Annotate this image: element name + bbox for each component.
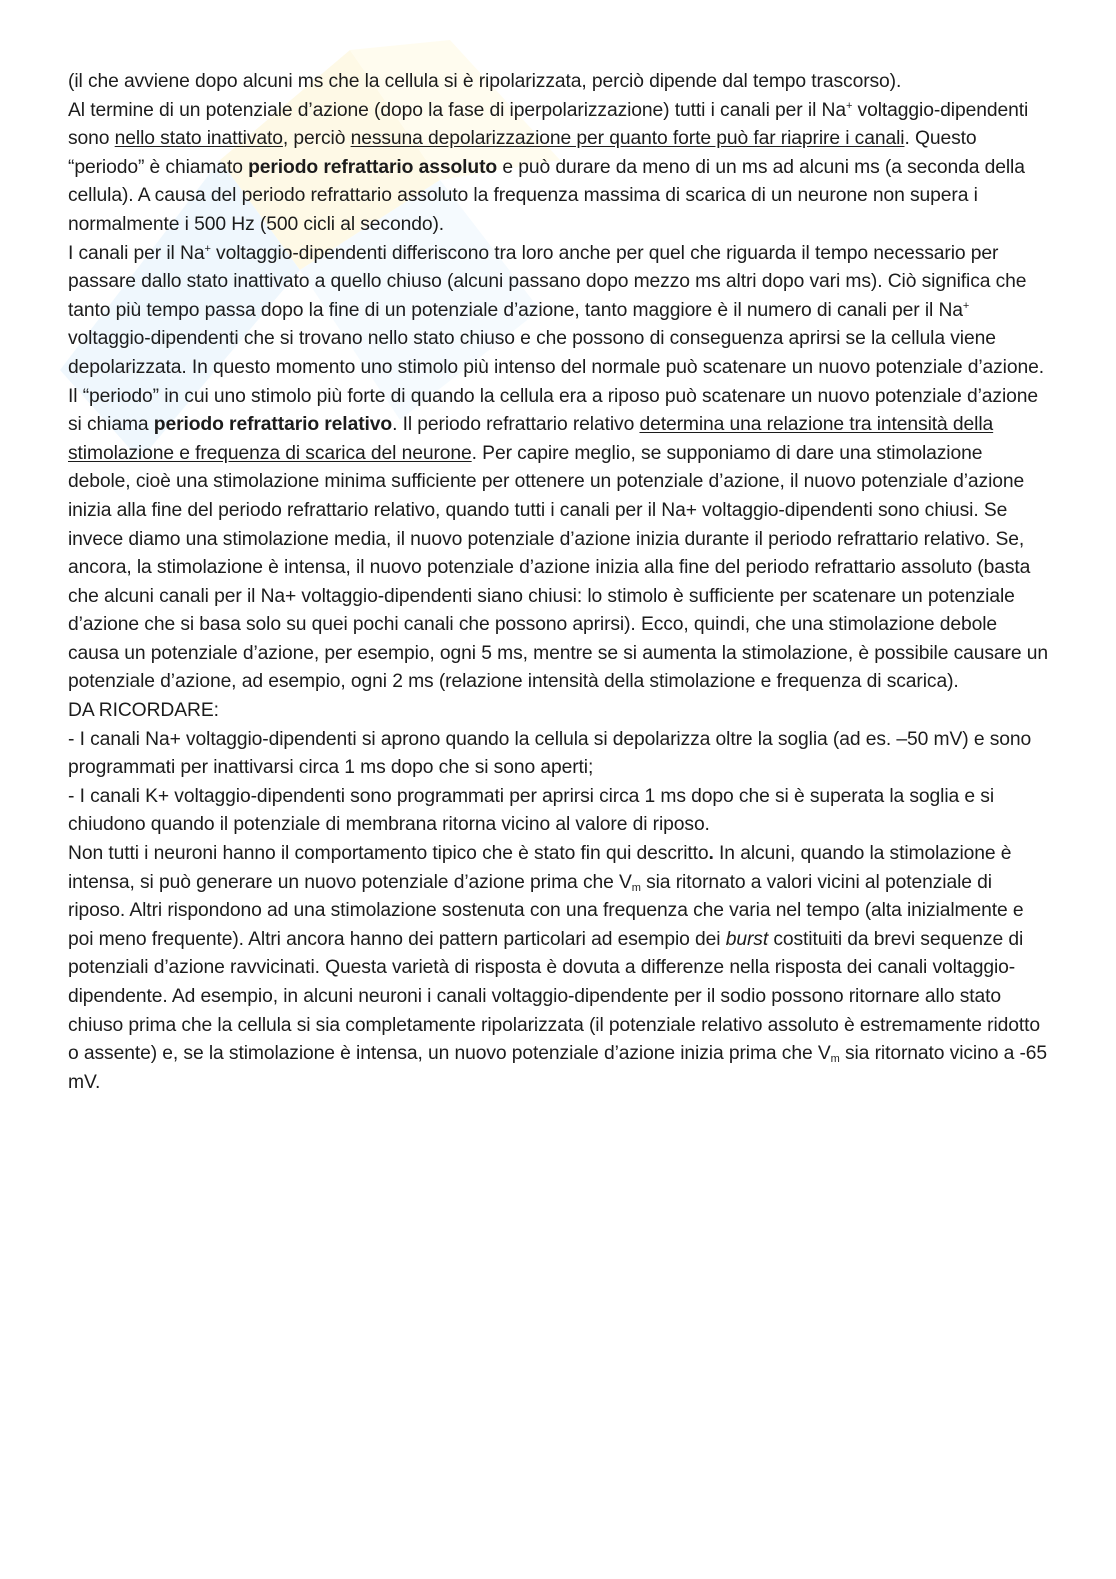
italic-term: burst — [725, 928, 769, 950]
underlined-text: determina una relazione tra intensità della stimolazione e frequenza di scarica del neurone — [68, 414, 994, 464]
document-body — [68, 68, 1050, 1097]
paragraph-refractory-absolute: Al termine di un potenziale d’azione (dopo la fase di iperpolarizzazione) tutti i canali per il Na+ voltaggio-dipendenti sono nello stato inattivato, perciò nessuna depolarizzazione per quanto forte può far riaprire i canali. Questo “periodo” è chiamato periodo refrattario assoluto e può durare da meno di un ms ad alcuni ms (a seconda della cellula). A causa del periodo refrattario assoluto la frequenza massima di scarica di un neurone non supera i normalmente i 500 Hz (500 cicli al secondo). — [68, 99, 1029, 235]
underlined-text: nello stato inattivato — [114, 128, 283, 150]
bold-term: periodo refrattario relativo — [153, 414, 393, 436]
paragraph-intro: (il che avviene dopo alcuni ms che la cellula si è ripolarizzata, perciò dipende dal tempo trascorso). — [68, 71, 902, 92]
list-item: - I canali Na+ voltaggio-dipendenti si aprono quando la cellula si depolarizza oltre la soglia (ad es. –50 mV) e sono programmati per inattivarsi circa 1 ms dopo che si sono aperti; — [68, 728, 1032, 779]
paragraph-refractory-relative: I canali per il Na+ voltaggio-dipendenti differiscono tra loro anche per quel che riguarda il tempo necessario per passare dallo stato inattivato a quello chiuso (alcuni passano dopo mezzo ms altri dopo vari ms). Ciò significa che tanto più tempo passa dopo la fine di un potenziale d’azione, tanto maggiore è il numero di canali per il Na+ voltaggio-dipendenti che si trovano nello stato chiuso e che possono di conseguenza aprirsi se la cellula viene depolarizzata. In questo momento uno stimolo più intenso del normale può scatenare un nuovo potenziale d’azione. Il “periodo” in cui uno stimolo più forte di quando la cellula era a riposo può scatenare un nuovo potenziale d’azione si chiama periodo refrattario relativo. Il periodo refrattario relativo determina una relazione tra intensità della stimolazione e frequenza di scarica del neurone. Per capire meglio, se supponiamo di dare una stimolazione debole, cioè una stimolazione minima sufficiente per ottenere un potenziale d’azione, il nuovo potenziale d’azione inizia alla fine del periodo refrattario relativo, quando tutti i canali per il Na+ voltaggio-dipendenti sono chiusi. Se invece diamo una stimolazione media, il nuovo potenziale d’azione inizia durante il periodo refrattario relativo. Se, ancora, la stimolazione è intensa, il nuovo potenziale d’azione inizia alla fine del periodo refrattario assoluto (basta che alcuni canali per il Na+ voltaggio-dipendenti siano chiusi: lo stimolo è sufficiente per scatenare un potenziale d’azione che si basa solo su quei pochi canali che possono aprirsi). Ecco, quindi, che una stimolazione debole causa un potenziale d’azione, per esempio, ogni 5 ms, mentre se si aumenta la stimolazione, è possibile causare un potenziale d’azione, ad esempio, ogni 2 ms (relazione intensità della stimolazione e frequenza di scarica). — [68, 242, 1049, 693]
list-item: - I canali K+ voltaggio-dipendenti sono programmati per aprirsi circa 1 ms dopo che si è superata la soglia e si chiudono quando il potenziale di membrana ritorna vicino al valore di riposo. — [68, 785, 995, 836]
bold-term: periodo refrattario assoluto — [248, 156, 498, 178]
paragraph-neuron-behaviour: Non tutti i neuroni hanno il comportamento tipico che è stato fin qui descritto. In alcuni, quando la stimolazione è intensa, si può generare un nuovo potenziale d’azione prima che $V_m$ sia ritornato a valori vicini al potenziale di riposo. Altri rispondono ad una stimolazione sostenuta con una frequenza che varia nel tempo (alta inizialmente e poi meno frequente). Altri ancora hanno dei pattern particolari ad esempio dei burst costituiti da brevi sequenze di potenziali d’azione ravvicinati. Questa varietà di risposta è dovuta a differenze nella risposta dei canali voltaggio-dipendente. Ad esempio, in alcuni neuroni i canali voltaggio-dipendente per il sodio possono ritornare allo stato chiuso prima che la cellula si sia completamente ripolarizzata (il potenziale relativo assoluto è estremamente ridotto o assente) e, se la stimolazione è intensa, un nuovo potenziale d’azione inizia prima che $V_m$ sia ritornato vicino a -65 mV. — [68, 843, 1048, 1093]
underlined-text: nessuna depolarizzazione per quanto forte può far riaprire i canali — [350, 128, 905, 150]
section-heading: DA RICORDARE: — [68, 700, 219, 722]
